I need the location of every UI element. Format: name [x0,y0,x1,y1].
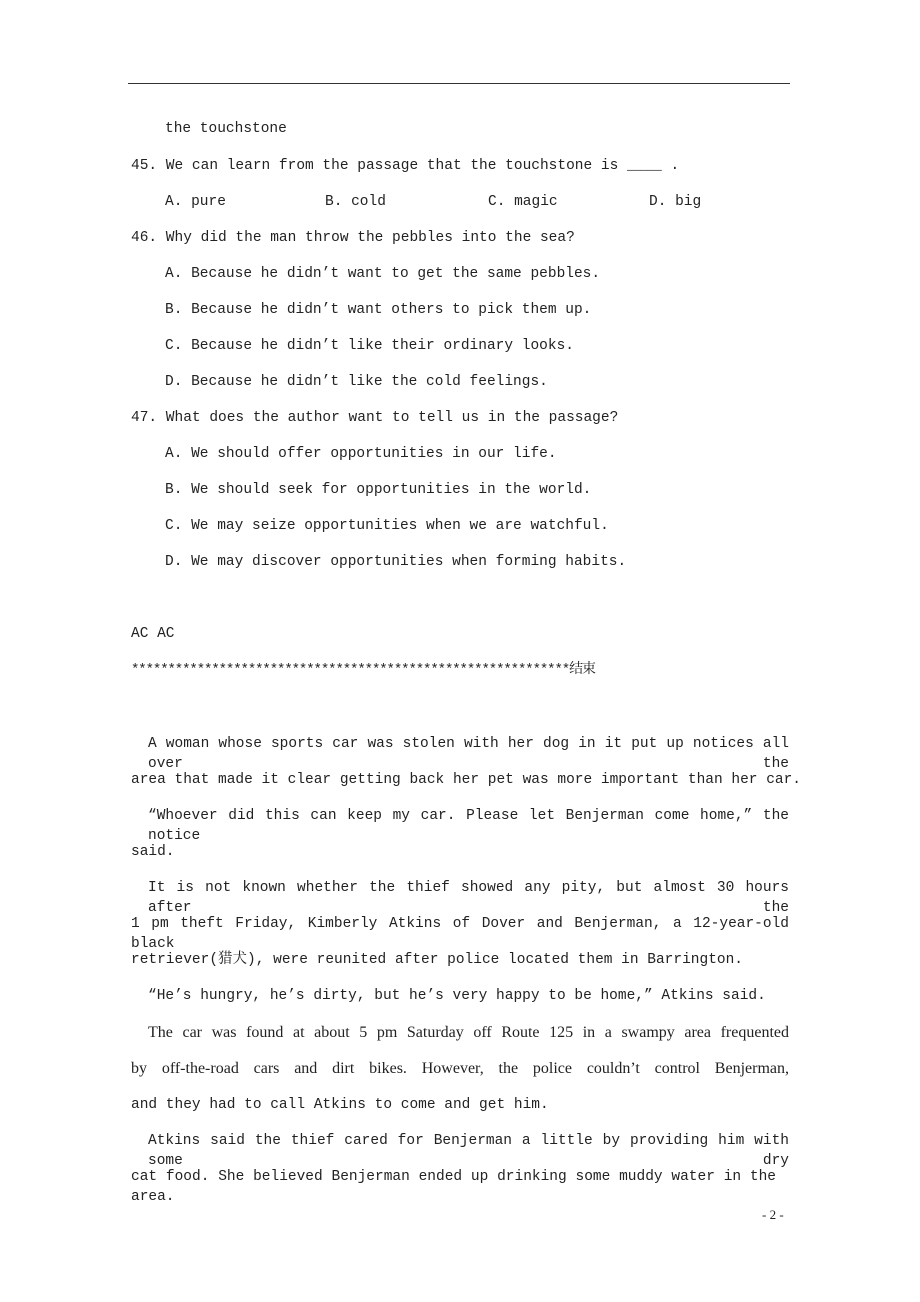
passage-line: A woman whose sports car was stolen with her dog in it put up notices all over the [148,736,789,772]
passage-line: 1 pm theft Friday, Kimberly Atkins of Dover and Benjerman, a 12-year-old black [131,916,789,952]
question-47-stem: 47. What does the author want to tell us in the passage? [131,410,619,426]
header-rule [128,83,790,84]
question-45-stem: 45. We can learn from the passage that the touchstone is ____ . [131,158,680,174]
question-46-stem: 46. Why did the man throw the pebbles into the sea? [131,230,575,246]
passage-line: and they had to call Atkins to come and get him. [131,1097,549,1113]
passage-line: area that made it clear getting back her pet was more important than her car. [131,772,802,788]
q46-option-d: D. Because he didn’t like the cold feelings. [165,374,548,390]
passage-line: by off-the-road cars and dirt bikes. However, the police couldn’t control Benjerman, [131,1060,789,1077]
question-continuation: the touchstone [165,121,287,137]
passage-line: retriever(猎犬), were reunited after police located them in Barrington. [131,952,743,968]
passage-line: It is not known whether the thief showed any pity, but almost 30 hours after the [148,880,789,916]
q45-option-a: A. pure [165,194,226,210]
end-marker: ************************************************************结束 [131,662,595,678]
q47-option-a: A. We should offer opportunities in our life. [165,446,557,462]
q46-option-a: A. Because he didn’t want to get the same pebbles. [165,266,601,282]
passage-line: cat food. She believed Benjerman ended up drinking some muddy water in the area. [131,1169,776,1205]
passage-line: “He’s hungry, he’s dirty, but he’s very happy to be home,” Atkins said. [148,988,766,1004]
passage-line: “Whoever did this can keep my car. Please let Benjerman come home,” the notice [148,808,789,844]
q47-option-c: C. We may seize opportunities when we are watchful. [165,518,609,534]
q45-option-b: B. cold [325,194,386,210]
passage-line: Atkins said the thief cared for Benjerman a little by providing him with some dry [148,1133,789,1169]
passage-line: The car was found at about 5 pm Saturday off Route 125 in a swampy area frequented [148,1024,789,1041]
q46-option-c: C. Because he didn’t like their ordinary looks. [165,338,574,354]
answer-key: AC AC [131,626,175,642]
q47-option-b: B. We should seek for opportunities in the world. [165,482,592,498]
q46-option-b: B. Because he didn’t want others to pick them up. [165,302,592,318]
q47-option-d: D. We may discover opportunities when forming habits. [165,554,627,570]
q45-option-c: C. magic [488,194,558,210]
page-number: - 2 - [762,1207,784,1222]
q45-option-d: D. big [649,194,702,210]
passage-line: said. [131,844,175,860]
